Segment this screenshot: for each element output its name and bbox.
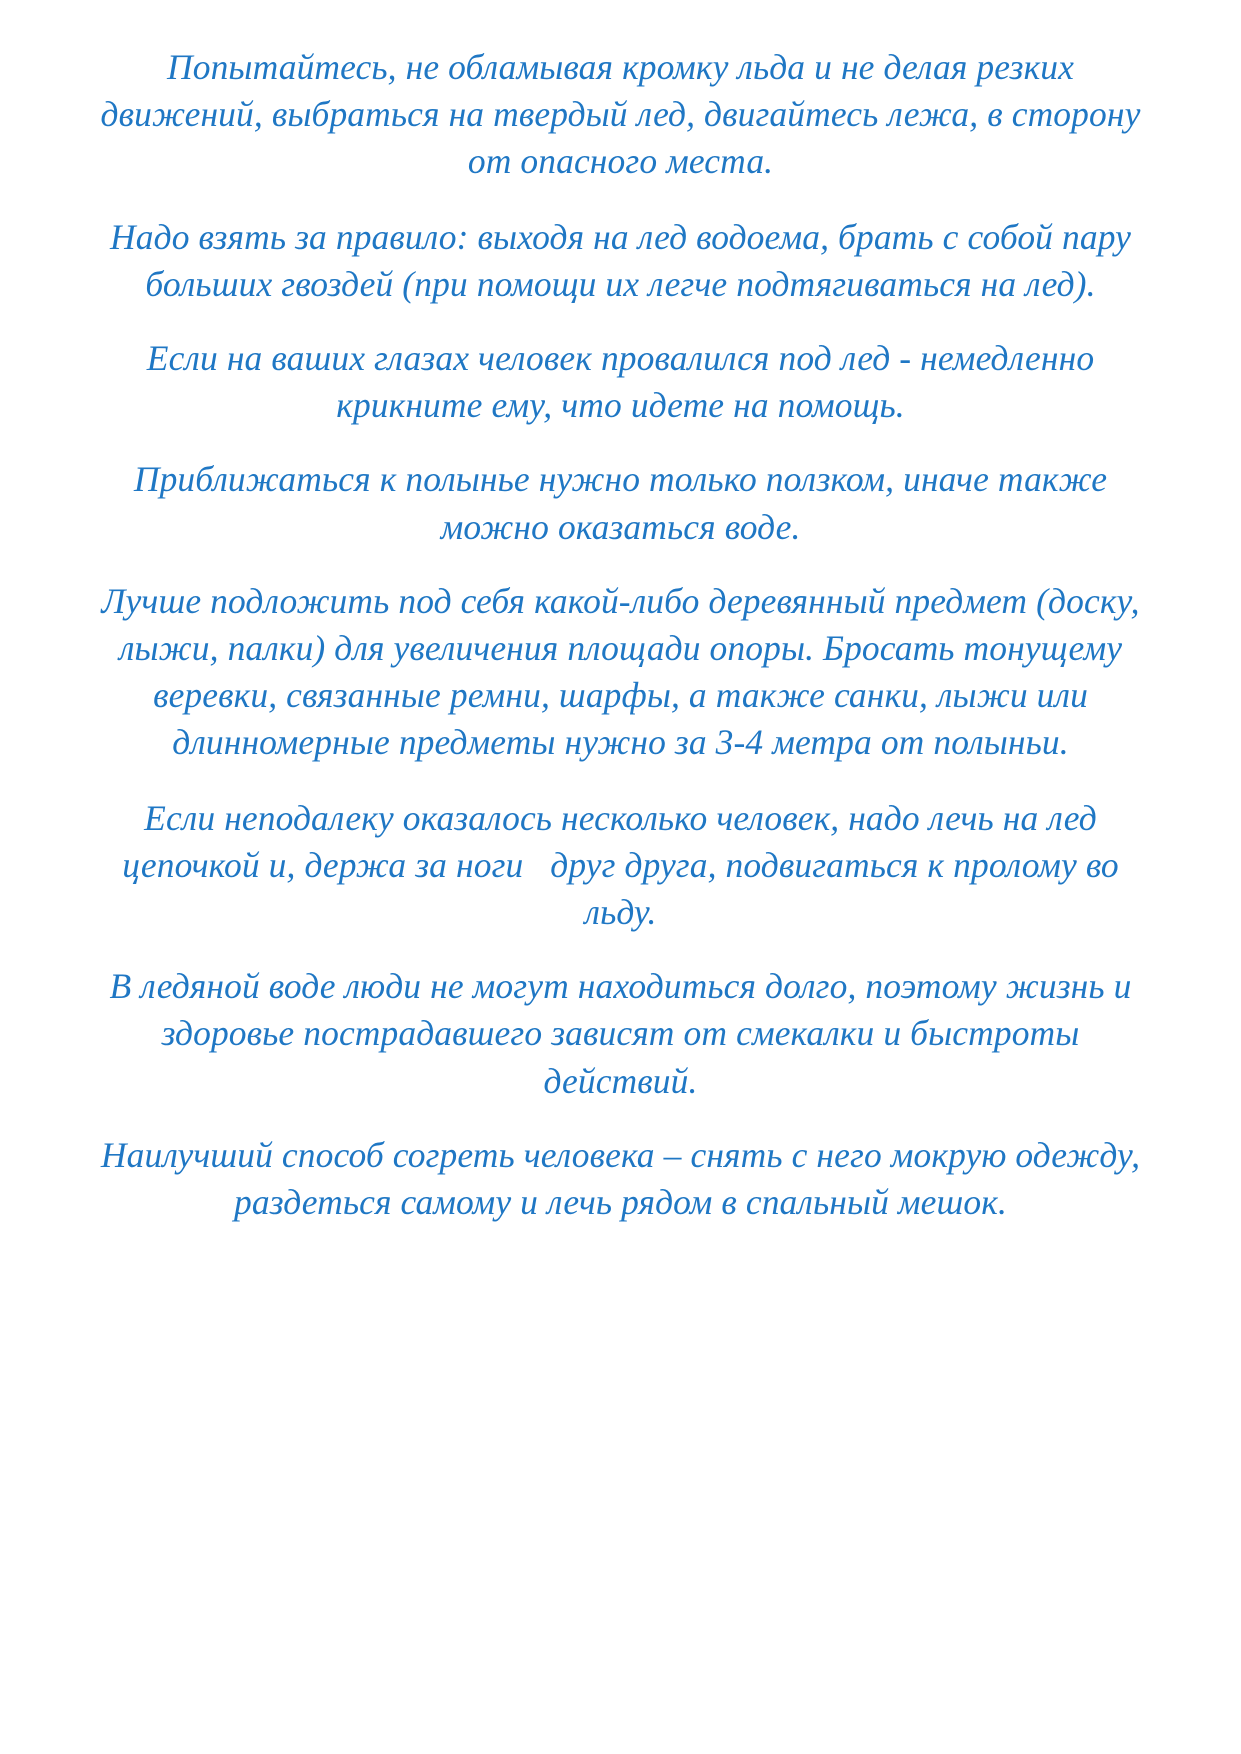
paragraph: Если на ваших глазах человек провалился под лед - немедленно крикните ему, что идете на помощь. xyxy=(146,338,1104,426)
paragraph: Надо взять за правило: выходя на лед водоема, брать с собой пару больших гвоздей (при помощи их легче подтягиваться на лед). xyxy=(110,216,1140,304)
paragraph: Попытайтесь, не обламывая кромку льда и не делая резких движений, выбраться на твердый лед, двигайтесь лежа, в сторону от опасного места. xyxy=(100,47,1150,182)
paragraph: Лучше подложить под себя какой-либо деревянный предмет (доску, лыжи, палки) для увеличения площади опоры. Бросать тонущему веревки, связанные ремни, шарфы, а также санки, лыжи или длинномерные предметы нужно за 3-4 метра от полыньи. xyxy=(101,580,1149,763)
paragraph: Если неподалеку оказалось несколько человек, надо лечь на лед цепочкой и, держа за ноги друг друга, подвигаться к пролому во льду. xyxy=(122,797,1128,933)
paragraph: Приближаться к полынье нужно только ползком, иначе также можно оказаться воде. xyxy=(133,459,1117,547)
paragraph: В ледяной воде люди не могут находиться долго, поэтому жизнь и здоровье пострадавшего зависят от смекалки и быстроты действий. xyxy=(109,966,1141,1101)
document-body xyxy=(86,44,1155,1226)
paragraph: Наилучший способ согреть человека – снять с него мокрую одежду, раздеться самому и лечь рядом в спальный мешок. xyxy=(100,1134,1150,1223)
